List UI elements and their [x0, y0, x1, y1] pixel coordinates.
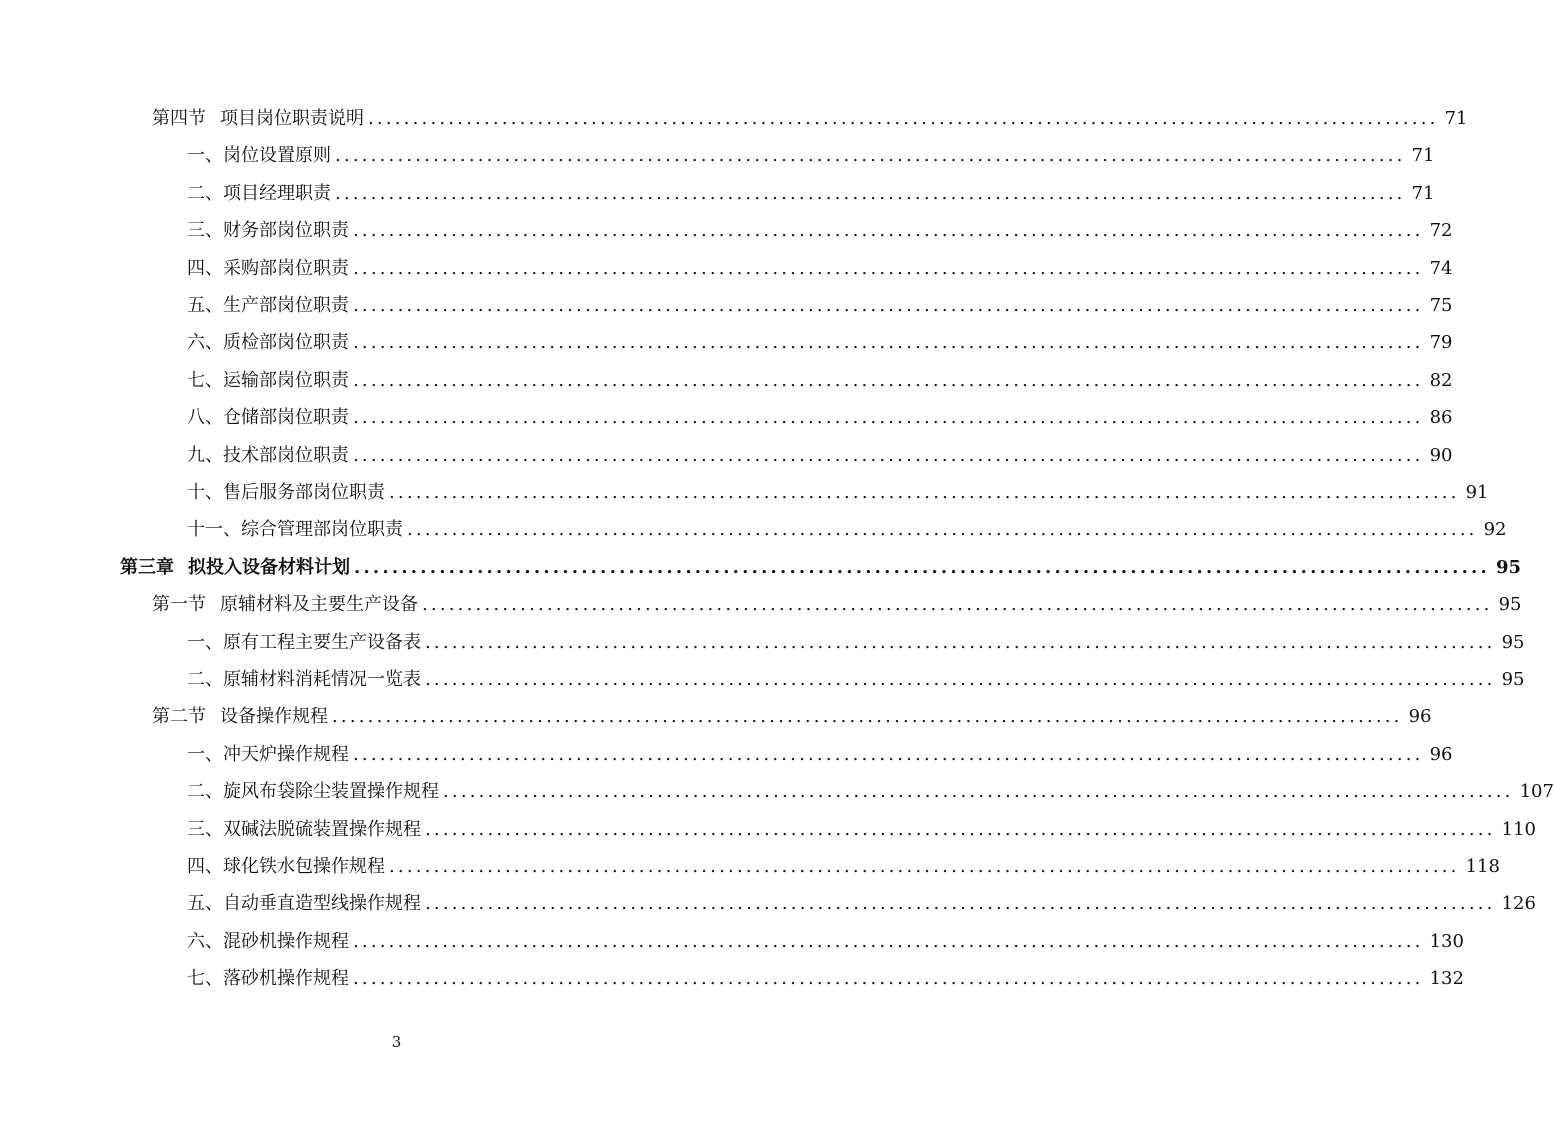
toc-entry-line: [187, 287, 1453, 324]
toc-entry-text: 二、项目经理职责: [187, 182, 331, 204]
toc-entry-page-number: 95: [1501, 669, 1525, 690]
toc-entry-line: [187, 175, 1435, 212]
toc-entry-prefix: 第二节: [152, 706, 206, 728]
toc-entry-text: 项目岗位职责说明: [220, 108, 364, 129]
toc-entry-text: 三、财务部岗位职责: [187, 220, 349, 242]
toc-entry[interactable]: [0, 624, 1525, 661]
toc-entry[interactable]: [0, 549, 1522, 586]
toc-entry-page-number: 71: [1411, 145, 1435, 167]
toc-entry[interactable]: [0, 212, 1453, 249]
toc-entry-title: [187, 960, 349, 997]
toc-entry-title: [187, 175, 331, 212]
dot-leader: ........................................................................................................................: [353, 968, 1424, 990]
toc-entry-page-number: 126: [1501, 893, 1536, 915]
dot-leader: ........................................................................................................................: [354, 556, 1490, 578]
toc-entry[interactable]: [0, 736, 1453, 773]
toc-entry-page-number: 118: [1465, 856, 1500, 877]
toc-entry-text: 二、原辅材料消耗情况一览表: [187, 669, 421, 690]
toc-entry[interactable]: [0, 773, 1554, 810]
toc-entry[interactable]: [0, 324, 1453, 361]
toc-entry-title: [187, 250, 349, 287]
toc-entry-text: 四、球化铁水包操作规程: [187, 856, 385, 877]
toc-entry-text: 七、落砂机操作规程: [187, 968, 349, 990]
toc-entry-prefix: 第四节: [152, 108, 206, 129]
toc-entry[interactable]: [0, 137, 1435, 174]
toc-entry-title: [152, 586, 418, 623]
toc-entry-line: [152, 100, 1468, 137]
toc-entry-text: 一、原有工程主要生产设备表: [187, 631, 421, 653]
toc-entry[interactable]: [0, 511, 1507, 548]
toc-entry[interactable]: [0, 287, 1453, 324]
toc-entry-text: 三、双碱法脱硫装置操作规程: [187, 818, 421, 840]
toc-entry-line: [187, 624, 1525, 661]
toc-entry-text: 一、冲天炉操作规程: [187, 743, 349, 765]
dot-leader: ........................................................................................................................: [353, 743, 1424, 765]
toc-entry-line: [187, 960, 1464, 997]
toc-entry-line: [187, 661, 1525, 698]
toc-entry-line: [187, 437, 1453, 474]
toc-entry-page-number: 71: [1411, 182, 1435, 204]
toc-entry-prefix: 第一节: [152, 594, 206, 616]
dot-leader: ........................................................................................................................: [353, 295, 1424, 316]
toc-entry-title: [187, 137, 331, 174]
toc-entry-title: [187, 437, 349, 474]
toc-entry-page-number: 92: [1483, 519, 1507, 541]
toc-entry-text: 五、自动垂直造型线操作规程: [187, 893, 421, 915]
toc-entry-page-number: 95: [1501, 631, 1525, 653]
dot-leader: ........................................................................................................................: [425, 893, 1496, 915]
toc-entry-line: [187, 250, 1453, 287]
toc-entry[interactable]: [0, 698, 1432, 735]
toc-entry-line: [187, 324, 1453, 361]
toc-entry-line: [187, 511, 1507, 548]
toc-entry-line: [187, 923, 1464, 960]
toc-entry-text: 六、质检部岗位职责: [187, 332, 349, 354]
toc-entry[interactable]: [0, 437, 1453, 474]
toc-entry-text: 一、岗位设置原则: [187, 145, 331, 167]
toc-entry-text: 四、采购部岗位职责: [187, 257, 349, 279]
toc-entry-line: [187, 736, 1453, 773]
toc-entry-page-number: 110: [1501, 818, 1536, 840]
toc-entry-page-number: 132: [1429, 968, 1464, 990]
toc-entry-text: 九、技术部岗位职责: [187, 444, 349, 466]
dot-leader: ........................................................................................................................: [407, 519, 1478, 541]
toc-entry-prefix: 第三章: [120, 556, 174, 578]
toc-entry[interactable]: [0, 175, 1435, 212]
toc-entry-page-number: 95: [1498, 594, 1522, 616]
toc-entry-page-number: 96: [1408, 706, 1432, 728]
toc-entry-line: [187, 885, 1536, 922]
toc-entry-page-number: 107: [1519, 781, 1554, 803]
toc-entry-title: [187, 474, 385, 511]
toc-entry[interactable]: [0, 811, 1536, 848]
toc-entry[interactable]: [0, 661, 1525, 698]
toc-entry-title: [187, 811, 421, 848]
dot-leader: ........................................................................................................................: [335, 145, 1406, 167]
toc-entry-page-number: 95: [1496, 556, 1522, 578]
toc-entry-page-number: 96: [1429, 743, 1453, 765]
toc-entry-title: [187, 624, 421, 661]
toc-entry[interactable]: [0, 100, 1468, 137]
toc-entry-title: [187, 324, 349, 361]
dot-leader: ........................................................................................................................: [353, 407, 1424, 429]
toc-entry-text: 七、运输部岗位职责: [187, 369, 349, 391]
toc-entry-line: [120, 549, 1522, 586]
toc-entry-line: [187, 773, 1554, 810]
toc-entry-page-number: 90: [1429, 444, 1453, 466]
toc-entry-line: [187, 362, 1453, 399]
toc-entry-page-number: 79: [1429, 332, 1453, 354]
toc-entry-title: [187, 287, 349, 324]
toc-entry-line: [187, 811, 1536, 848]
page-number: 3: [391, 1033, 402, 1051]
toc-entry-page-number: 74: [1429, 257, 1453, 279]
dot-leader: ........................................................................................................................: [332, 706, 1403, 728]
dot-leader: ........................................................................................................................: [353, 332, 1424, 354]
toc-entry-page-number: 71: [1444, 108, 1468, 129]
toc-entry-title: [120, 549, 350, 586]
toc-entry-title: [187, 885, 421, 922]
toc-entry-text: 拟投入设备材料计划: [188, 556, 350, 578]
toc-entry-line: [187, 212, 1453, 249]
dot-leader: ........................................................................................................................: [353, 369, 1424, 391]
toc-entry-page-number: 86: [1429, 407, 1453, 429]
toc-entry-title: [187, 661, 421, 698]
toc-entry-title: [187, 212, 349, 249]
toc-entry-line: [152, 698, 1432, 735]
toc-entry-text: 六、混砂机操作规程: [187, 930, 349, 952]
toc-entry-page-number: 82: [1429, 369, 1453, 391]
dot-leader: ........................................................................................................................: [353, 220, 1424, 242]
toc-entry[interactable]: [0, 399, 1453, 436]
toc-entry-title: [187, 736, 349, 773]
dot-leader: ........................................................................................................................: [425, 631, 1496, 653]
toc-entry-title: [152, 100, 364, 137]
toc-entry-line: [187, 848, 1500, 885]
toc-entry[interactable]: [0, 250, 1453, 287]
toc-entry-line: [187, 399, 1453, 436]
toc-entry-title: [187, 773, 439, 810]
toc-entry-text: 十一、综合管理部岗位职责: [187, 519, 403, 541]
toc-entry-title: [187, 848, 385, 885]
dot-leader: ........................................................................................................................: [353, 444, 1424, 466]
toc-entry-title: [187, 923, 349, 960]
toc-entry-title: [187, 362, 349, 399]
toc-entry-page-number: 72: [1429, 220, 1453, 242]
toc-entry-page-number: 130: [1429, 930, 1464, 952]
toc-entry-text: 原辅材料及主要生产设备: [220, 594, 418, 616]
dot-leader: ........................................................................................................................: [425, 818, 1496, 840]
dot-leader: ........................................................................................................................: [353, 257, 1424, 279]
toc-entry-text: 五、生产部岗位职责: [187, 295, 349, 316]
dot-leader: ........................................................................................................................: [389, 482, 1460, 503]
toc-entry-text: 设备操作规程: [220, 706, 328, 728]
toc-entry-text: 八、仓储部岗位职责: [187, 407, 349, 429]
toc-entry-line: [152, 586, 1522, 623]
dot-leader: ........................................................................................................................: [389, 856, 1460, 877]
toc-entry-page-number: 91: [1465, 482, 1489, 503]
toc-entry-title: [187, 511, 403, 548]
dot-leader: ........................................................................................................................: [425, 669, 1496, 690]
toc-entry-text: 十、售后服务部岗位职责: [187, 482, 385, 503]
toc-entry-line: [187, 137, 1435, 174]
toc-entry[interactable]: [0, 885, 1536, 922]
toc-entry[interactable]: [0, 362, 1453, 399]
toc-entry[interactable]: [0, 474, 1489, 511]
dot-leader: ........................................................................................................................: [422, 594, 1493, 616]
toc-entry-text: 二、旋风布袋除尘装置操作规程: [187, 781, 439, 803]
dot-leader: ........................................................................................................................: [443, 781, 1514, 803]
toc-entry[interactable]: [0, 586, 1522, 623]
toc-entry[interactable]: [0, 848, 1500, 885]
dot-leader: ........................................................................................................................: [368, 108, 1439, 129]
toc-entry-title: [187, 399, 349, 436]
toc-entry-line: [187, 474, 1489, 511]
toc-entry-title: [152, 698, 328, 735]
toc-entry-page-number: 75: [1429, 295, 1453, 316]
toc-entry[interactable]: [0, 960, 1464, 997]
dot-leader: ........................................................................................................................: [353, 930, 1424, 952]
toc-entry[interactable]: [0, 923, 1464, 960]
dot-leader: ........................................................................................................................: [335, 182, 1406, 204]
